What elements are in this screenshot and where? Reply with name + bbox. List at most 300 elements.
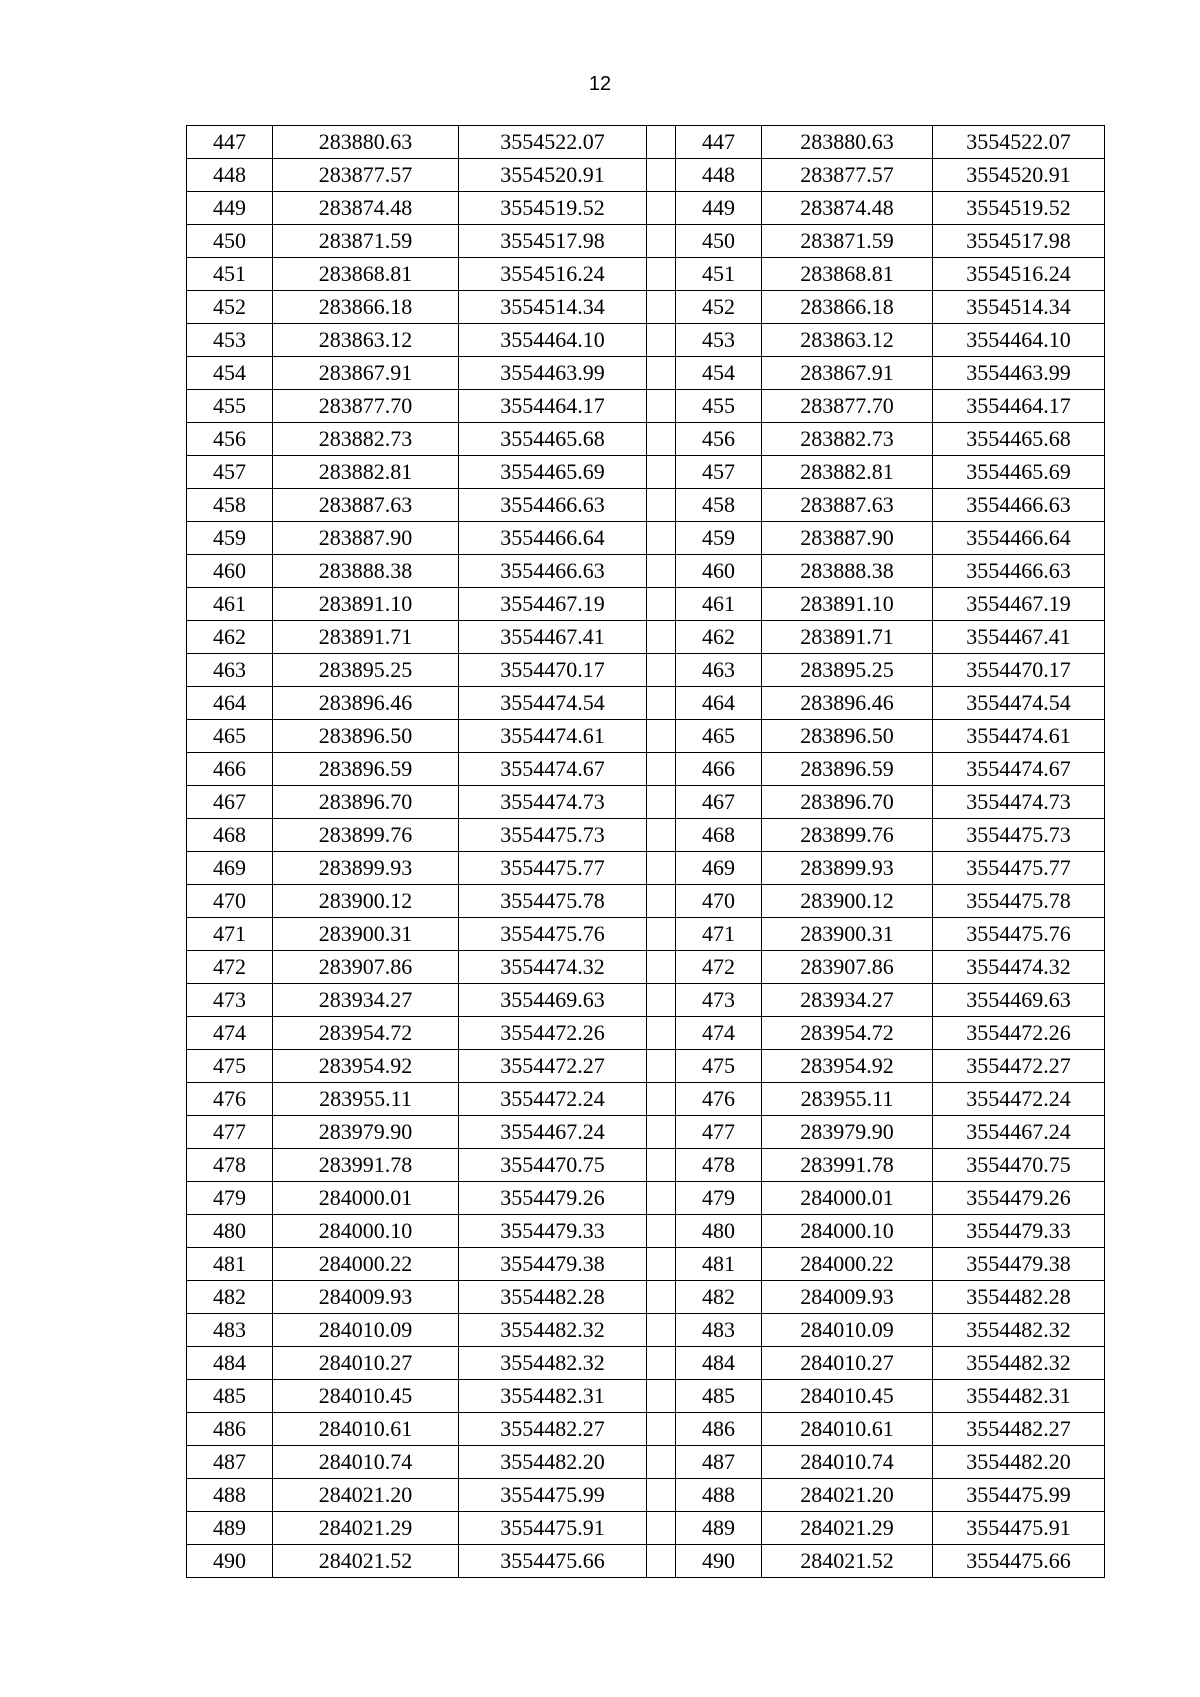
y-coordinate-right-cell: 3554475.66 bbox=[933, 1545, 1105, 1578]
x-coordinate-right-cell: 283880.63 bbox=[762, 126, 933, 159]
point-number-left-cell: 483 bbox=[187, 1314, 273, 1347]
x-coordinate-right-cell: 284010.61 bbox=[762, 1413, 933, 1446]
x-coordinate-left-cell: 284000.22 bbox=[273, 1248, 459, 1281]
spacer-cell bbox=[647, 555, 676, 588]
table-row bbox=[187, 819, 1105, 852]
point-number-right-cell: 456 bbox=[676, 423, 762, 456]
y-coordinate-right-cell: 3554474.61 bbox=[933, 720, 1105, 753]
x-coordinate-right-cell: 283955.11 bbox=[762, 1083, 933, 1116]
spacer-cell bbox=[647, 225, 676, 258]
x-coordinate-right-cell: 283882.81 bbox=[762, 456, 933, 489]
y-coordinate-left-cell: 3554475.76 bbox=[459, 918, 647, 951]
x-coordinate-left-cell: 283991.78 bbox=[273, 1149, 459, 1182]
point-number-right-cell: 471 bbox=[676, 918, 762, 951]
point-number-left-cell: 479 bbox=[187, 1182, 273, 1215]
table-row bbox=[187, 1314, 1105, 1347]
x-coordinate-right-cell: 283896.46 bbox=[762, 687, 933, 720]
y-coordinate-right-cell: 3554482.28 bbox=[933, 1281, 1105, 1314]
spacer-cell bbox=[647, 192, 676, 225]
x-coordinate-left-cell: 283882.81 bbox=[273, 456, 459, 489]
point-number-left-cell: 484 bbox=[187, 1347, 273, 1380]
table-row bbox=[187, 555, 1105, 588]
y-coordinate-left-cell: 3554474.67 bbox=[459, 753, 647, 786]
spacer-cell bbox=[647, 654, 676, 687]
y-coordinate-left-cell: 3554469.63 bbox=[459, 984, 647, 1017]
y-coordinate-right-cell: 3554475.73 bbox=[933, 819, 1105, 852]
table-row bbox=[187, 1116, 1105, 1149]
point-number-left-cell: 466 bbox=[187, 753, 273, 786]
spacer-cell bbox=[647, 1512, 676, 1545]
point-number-left-cell: 488 bbox=[187, 1479, 273, 1512]
y-coordinate-left-cell: 3554467.41 bbox=[459, 621, 647, 654]
x-coordinate-left-cell: 283934.27 bbox=[273, 984, 459, 1017]
x-coordinate-left-cell: 284021.29 bbox=[273, 1512, 459, 1545]
x-coordinate-left-cell: 283863.12 bbox=[273, 324, 459, 357]
x-coordinate-left-cell: 284000.10 bbox=[273, 1215, 459, 1248]
y-coordinate-right-cell: 3554479.38 bbox=[933, 1248, 1105, 1281]
point-number-left-cell: 462 bbox=[187, 621, 273, 654]
table-row bbox=[187, 423, 1105, 456]
point-number-left-cell: 452 bbox=[187, 291, 273, 324]
x-coordinate-right-cell: 283888.38 bbox=[762, 555, 933, 588]
table-row bbox=[187, 1083, 1105, 1116]
y-coordinate-right-cell: 3554466.64 bbox=[933, 522, 1105, 555]
x-coordinate-right-cell: 284021.52 bbox=[762, 1545, 933, 1578]
point-number-left-cell: 482 bbox=[187, 1281, 273, 1314]
y-coordinate-left-cell: 3554475.78 bbox=[459, 885, 647, 918]
point-number-right-cell: 472 bbox=[676, 951, 762, 984]
y-coordinate-right-cell: 3554522.07 bbox=[933, 126, 1105, 159]
x-coordinate-right-cell: 283954.92 bbox=[762, 1050, 933, 1083]
point-number-right-cell: 478 bbox=[676, 1149, 762, 1182]
point-number-right-cell: 481 bbox=[676, 1248, 762, 1281]
point-number-left-cell: 464 bbox=[187, 687, 273, 720]
spacer-cell bbox=[647, 753, 676, 786]
y-coordinate-right-cell: 3554482.27 bbox=[933, 1413, 1105, 1446]
y-coordinate-right-cell: 3554475.77 bbox=[933, 852, 1105, 885]
y-coordinate-left-cell: 3554482.28 bbox=[459, 1281, 647, 1314]
point-number-right-cell: 477 bbox=[676, 1116, 762, 1149]
point-number-left-cell: 470 bbox=[187, 885, 273, 918]
table-row bbox=[187, 126, 1105, 159]
x-coordinate-right-cell: 283874.48 bbox=[762, 192, 933, 225]
table-row bbox=[187, 1512, 1105, 1545]
x-coordinate-right-cell: 283979.90 bbox=[762, 1116, 933, 1149]
spacer-cell bbox=[647, 1545, 676, 1578]
table-row bbox=[187, 225, 1105, 258]
point-number-right-cell: 490 bbox=[676, 1545, 762, 1578]
point-number-left-cell: 485 bbox=[187, 1380, 273, 1413]
point-number-left-cell: 468 bbox=[187, 819, 273, 852]
x-coordinate-left-cell: 283900.12 bbox=[273, 885, 459, 918]
x-coordinate-right-cell: 284000.22 bbox=[762, 1248, 933, 1281]
x-coordinate-left-cell: 283888.38 bbox=[273, 555, 459, 588]
table-row bbox=[187, 159, 1105, 192]
x-coordinate-right-cell: 283896.59 bbox=[762, 753, 933, 786]
table-row bbox=[187, 1479, 1105, 1512]
table-row bbox=[187, 1281, 1105, 1314]
x-coordinate-left-cell: 283896.46 bbox=[273, 687, 459, 720]
x-coordinate-left-cell: 283899.93 bbox=[273, 852, 459, 885]
y-coordinate-left-cell: 3554467.19 bbox=[459, 588, 647, 621]
point-number-right-cell: 484 bbox=[676, 1347, 762, 1380]
spacer-cell bbox=[647, 423, 676, 456]
x-coordinate-right-cell: 284010.09 bbox=[762, 1314, 933, 1347]
y-coordinate-left-cell: 3554479.26 bbox=[459, 1182, 647, 1215]
point-number-right-cell: 460 bbox=[676, 555, 762, 588]
x-coordinate-left-cell: 284009.93 bbox=[273, 1281, 459, 1314]
table-row bbox=[187, 786, 1105, 819]
y-coordinate-left-cell: 3554474.73 bbox=[459, 786, 647, 819]
spacer-cell bbox=[647, 357, 676, 390]
point-number-left-cell: 453 bbox=[187, 324, 273, 357]
x-coordinate-right-cell: 284000.01 bbox=[762, 1182, 933, 1215]
point-number-right-cell: 451 bbox=[676, 258, 762, 291]
point-number-left-cell: 457 bbox=[187, 456, 273, 489]
y-coordinate-right-cell: 3554482.20 bbox=[933, 1446, 1105, 1479]
y-coordinate-left-cell: 3554465.69 bbox=[459, 456, 647, 489]
y-coordinate-left-cell: 3554474.54 bbox=[459, 687, 647, 720]
point-number-left-cell: 476 bbox=[187, 1083, 273, 1116]
y-coordinate-right-cell: 3554469.63 bbox=[933, 984, 1105, 1017]
x-coordinate-left-cell: 283891.71 bbox=[273, 621, 459, 654]
x-coordinate-left-cell: 283866.18 bbox=[273, 291, 459, 324]
x-coordinate-right-cell: 283899.93 bbox=[762, 852, 933, 885]
table-row bbox=[187, 291, 1105, 324]
spacer-cell bbox=[647, 1248, 676, 1281]
x-coordinate-right-cell: 283868.81 bbox=[762, 258, 933, 291]
y-coordinate-right-cell: 3554475.91 bbox=[933, 1512, 1105, 1545]
point-number-left-cell: 487 bbox=[187, 1446, 273, 1479]
y-coordinate-right-cell: 3554474.32 bbox=[933, 951, 1105, 984]
y-coordinate-left-cell: 3554520.91 bbox=[459, 159, 647, 192]
x-coordinate-right-cell: 284009.93 bbox=[762, 1281, 933, 1314]
point-number-left-cell: 486 bbox=[187, 1413, 273, 1446]
page-number: 12 bbox=[588, 73, 612, 95]
point-number-right-cell: 467 bbox=[676, 786, 762, 819]
point-number-left-cell: 471 bbox=[187, 918, 273, 951]
spacer-cell bbox=[647, 126, 676, 159]
y-coordinate-left-cell: 3554482.32 bbox=[459, 1314, 647, 1347]
x-coordinate-left-cell: 284010.09 bbox=[273, 1314, 459, 1347]
spacer-cell bbox=[647, 687, 676, 720]
y-coordinate-left-cell: 3554466.63 bbox=[459, 489, 647, 522]
y-coordinate-left-cell: 3554522.07 bbox=[459, 126, 647, 159]
x-coordinate-left-cell: 284000.01 bbox=[273, 1182, 459, 1215]
y-coordinate-left-cell: 3554516.24 bbox=[459, 258, 647, 291]
point-number-right-cell: 462 bbox=[676, 621, 762, 654]
spacer-cell bbox=[647, 1314, 676, 1347]
x-coordinate-left-cell: 283954.72 bbox=[273, 1017, 459, 1050]
y-coordinate-right-cell: 3554466.63 bbox=[933, 489, 1105, 522]
x-coordinate-left-cell: 284021.52 bbox=[273, 1545, 459, 1578]
table-row bbox=[187, 720, 1105, 753]
point-number-left-cell: 467 bbox=[187, 786, 273, 819]
y-coordinate-right-cell: 3554466.63 bbox=[933, 555, 1105, 588]
spacer-cell bbox=[647, 1116, 676, 1149]
spacer-cell bbox=[647, 291, 676, 324]
x-coordinate-left-cell: 284010.61 bbox=[273, 1413, 459, 1446]
table-row bbox=[187, 1149, 1105, 1182]
table-row bbox=[187, 918, 1105, 951]
table-row bbox=[187, 192, 1105, 225]
y-coordinate-left-cell: 3554465.68 bbox=[459, 423, 647, 456]
point-number-right-cell: 458 bbox=[676, 489, 762, 522]
y-coordinate-right-cell: 3554479.33 bbox=[933, 1215, 1105, 1248]
table-row bbox=[187, 1248, 1105, 1281]
table-row bbox=[187, 984, 1105, 1017]
point-number-right-cell: 479 bbox=[676, 1182, 762, 1215]
x-coordinate-left-cell: 283907.86 bbox=[273, 951, 459, 984]
spacer-cell bbox=[647, 1149, 676, 1182]
spacer-cell bbox=[647, 456, 676, 489]
y-coordinate-left-cell: 3554479.33 bbox=[459, 1215, 647, 1248]
spacer-cell bbox=[647, 786, 676, 819]
table-row bbox=[187, 324, 1105, 357]
x-coordinate-right-cell: 283900.12 bbox=[762, 885, 933, 918]
table-row bbox=[187, 588, 1105, 621]
x-coordinate-right-cell: 283891.10 bbox=[762, 588, 933, 621]
point-number-right-cell: 466 bbox=[676, 753, 762, 786]
y-coordinate-right-cell: 3554464.10 bbox=[933, 324, 1105, 357]
x-coordinate-left-cell: 284010.27 bbox=[273, 1347, 459, 1380]
table-row bbox=[187, 1380, 1105, 1413]
point-number-left-cell: 461 bbox=[187, 588, 273, 621]
y-coordinate-left-cell: 3554475.66 bbox=[459, 1545, 647, 1578]
x-coordinate-left-cell: 283899.76 bbox=[273, 819, 459, 852]
x-coordinate-right-cell: 283954.72 bbox=[762, 1017, 933, 1050]
y-coordinate-left-cell: 3554466.64 bbox=[459, 522, 647, 555]
spacer-cell bbox=[647, 1347, 676, 1380]
point-number-left-cell: 463 bbox=[187, 654, 273, 687]
point-number-right-cell: 463 bbox=[676, 654, 762, 687]
x-coordinate-right-cell: 284010.45 bbox=[762, 1380, 933, 1413]
spacer-cell bbox=[647, 1083, 676, 1116]
spacer-cell bbox=[647, 258, 676, 291]
table-row bbox=[187, 258, 1105, 291]
y-coordinate-right-cell: 3554465.69 bbox=[933, 456, 1105, 489]
y-coordinate-left-cell: 3554467.24 bbox=[459, 1116, 647, 1149]
point-number-left-cell: 447 bbox=[187, 126, 273, 159]
y-coordinate-right-cell: 3554472.26 bbox=[933, 1017, 1105, 1050]
x-coordinate-right-cell: 283907.86 bbox=[762, 951, 933, 984]
y-coordinate-right-cell: 3554472.27 bbox=[933, 1050, 1105, 1083]
y-coordinate-left-cell: 3554463.99 bbox=[459, 357, 647, 390]
spacer-cell bbox=[647, 819, 676, 852]
point-number-left-cell: 473 bbox=[187, 984, 273, 1017]
y-coordinate-left-cell: 3554472.27 bbox=[459, 1050, 647, 1083]
x-coordinate-left-cell: 283877.57 bbox=[273, 159, 459, 192]
x-coordinate-left-cell: 284021.20 bbox=[273, 1479, 459, 1512]
y-coordinate-right-cell: 3554472.24 bbox=[933, 1083, 1105, 1116]
table-row bbox=[187, 621, 1105, 654]
table-row bbox=[187, 1347, 1105, 1380]
y-coordinate-right-cell: 3554482.32 bbox=[933, 1314, 1105, 1347]
point-number-right-cell: 452 bbox=[676, 291, 762, 324]
table-row bbox=[187, 390, 1105, 423]
y-coordinate-left-cell: 3554475.77 bbox=[459, 852, 647, 885]
x-coordinate-left-cell: 283880.63 bbox=[273, 126, 459, 159]
spacer-cell bbox=[647, 522, 676, 555]
x-coordinate-left-cell: 283871.59 bbox=[273, 225, 459, 258]
x-coordinate-right-cell: 283863.12 bbox=[762, 324, 933, 357]
y-coordinate-left-cell: 3554519.52 bbox=[459, 192, 647, 225]
point-number-right-cell: 447 bbox=[676, 126, 762, 159]
y-coordinate-right-cell: 3554519.52 bbox=[933, 192, 1105, 225]
y-coordinate-right-cell: 3554474.54 bbox=[933, 687, 1105, 720]
y-coordinate-left-cell: 3554479.38 bbox=[459, 1248, 647, 1281]
table-row bbox=[187, 357, 1105, 390]
spacer-cell bbox=[647, 588, 676, 621]
y-coordinate-right-cell: 3554517.98 bbox=[933, 225, 1105, 258]
spacer-cell bbox=[647, 489, 676, 522]
spacer-cell bbox=[647, 1215, 676, 1248]
point-number-right-cell: 449 bbox=[676, 192, 762, 225]
table-row bbox=[187, 1050, 1105, 1083]
point-number-right-cell: 474 bbox=[676, 1017, 762, 1050]
point-number-left-cell: 478 bbox=[187, 1149, 273, 1182]
y-coordinate-right-cell: 3554467.41 bbox=[933, 621, 1105, 654]
x-coordinate-right-cell: 283866.18 bbox=[762, 291, 933, 324]
x-coordinate-left-cell: 283887.90 bbox=[273, 522, 459, 555]
point-number-left-cell: 489 bbox=[187, 1512, 273, 1545]
spacer-cell bbox=[647, 852, 676, 885]
x-coordinate-right-cell: 284000.10 bbox=[762, 1215, 933, 1248]
table-row bbox=[187, 951, 1105, 984]
table-row bbox=[187, 489, 1105, 522]
point-number-right-cell: 461 bbox=[676, 588, 762, 621]
x-coordinate-right-cell: 283900.31 bbox=[762, 918, 933, 951]
x-coordinate-right-cell: 283991.78 bbox=[762, 1149, 933, 1182]
spacer-cell bbox=[647, 951, 676, 984]
y-coordinate-left-cell: 3554475.99 bbox=[459, 1479, 647, 1512]
x-coordinate-right-cell: 284021.29 bbox=[762, 1512, 933, 1545]
y-coordinate-right-cell: 3554464.17 bbox=[933, 390, 1105, 423]
x-coordinate-left-cell: 283896.50 bbox=[273, 720, 459, 753]
x-coordinate-left-cell: 283895.25 bbox=[273, 654, 459, 687]
y-coordinate-left-cell: 3554482.20 bbox=[459, 1446, 647, 1479]
spacer-cell bbox=[647, 1479, 676, 1512]
x-coordinate-left-cell: 283979.90 bbox=[273, 1116, 459, 1149]
point-number-right-cell: 486 bbox=[676, 1413, 762, 1446]
spacer-cell bbox=[647, 1017, 676, 1050]
table-row bbox=[187, 1446, 1105, 1479]
point-number-right-cell: 483 bbox=[676, 1314, 762, 1347]
spacer-cell bbox=[647, 984, 676, 1017]
table-row bbox=[187, 1413, 1105, 1446]
spacer-cell bbox=[647, 159, 676, 192]
point-number-left-cell: 454 bbox=[187, 357, 273, 390]
y-coordinate-left-cell: 3554470.75 bbox=[459, 1149, 647, 1182]
spacer-cell bbox=[647, 918, 676, 951]
point-number-right-cell: 450 bbox=[676, 225, 762, 258]
y-coordinate-left-cell: 3554475.91 bbox=[459, 1512, 647, 1545]
y-coordinate-left-cell: 3554466.63 bbox=[459, 555, 647, 588]
x-coordinate-left-cell: 283868.81 bbox=[273, 258, 459, 291]
point-number-left-cell: 465 bbox=[187, 720, 273, 753]
spacer-cell bbox=[647, 621, 676, 654]
x-coordinate-right-cell: 283899.76 bbox=[762, 819, 933, 852]
point-number-right-cell: 470 bbox=[676, 885, 762, 918]
x-coordinate-right-cell: 284021.20 bbox=[762, 1479, 933, 1512]
y-coordinate-left-cell: 3554472.26 bbox=[459, 1017, 647, 1050]
point-number-left-cell: 474 bbox=[187, 1017, 273, 1050]
x-coordinate-left-cell: 283896.70 bbox=[273, 786, 459, 819]
x-coordinate-right-cell: 283882.73 bbox=[762, 423, 933, 456]
point-number-left-cell: 451 bbox=[187, 258, 273, 291]
y-coordinate-left-cell: 3554464.17 bbox=[459, 390, 647, 423]
x-coordinate-left-cell: 283867.91 bbox=[273, 357, 459, 390]
x-coordinate-right-cell: 283887.90 bbox=[762, 522, 933, 555]
y-coordinate-right-cell: 3554474.67 bbox=[933, 753, 1105, 786]
y-coordinate-left-cell: 3554517.98 bbox=[459, 225, 647, 258]
y-coordinate-right-cell: 3554482.32 bbox=[933, 1347, 1105, 1380]
y-coordinate-right-cell: 3554467.19 bbox=[933, 588, 1105, 621]
point-number-left-cell: 469 bbox=[187, 852, 273, 885]
y-coordinate-left-cell: 3554475.73 bbox=[459, 819, 647, 852]
spacer-cell bbox=[647, 885, 676, 918]
y-coordinate-left-cell: 3554472.24 bbox=[459, 1083, 647, 1116]
point-number-left-cell: 472 bbox=[187, 951, 273, 984]
point-number-left-cell: 450 bbox=[187, 225, 273, 258]
spacer-cell bbox=[647, 1281, 676, 1314]
y-coordinate-right-cell: 3554516.24 bbox=[933, 258, 1105, 291]
point-number-right-cell: 455 bbox=[676, 390, 762, 423]
table-row bbox=[187, 1545, 1105, 1578]
coordinate-table bbox=[186, 125, 1105, 1578]
x-coordinate-left-cell: 283877.70 bbox=[273, 390, 459, 423]
x-coordinate-right-cell: 283891.71 bbox=[762, 621, 933, 654]
x-coordinate-right-cell: 284010.74 bbox=[762, 1446, 933, 1479]
point-number-right-cell: 453 bbox=[676, 324, 762, 357]
x-coordinate-right-cell: 284010.27 bbox=[762, 1347, 933, 1380]
point-number-left-cell: 455 bbox=[187, 390, 273, 423]
point-number-left-cell: 448 bbox=[187, 159, 273, 192]
y-coordinate-left-cell: 3554482.31 bbox=[459, 1380, 647, 1413]
table-row bbox=[187, 753, 1105, 786]
point-number-right-cell: 454 bbox=[676, 357, 762, 390]
point-number-left-cell: 456 bbox=[187, 423, 273, 456]
spacer-cell bbox=[647, 1182, 676, 1215]
y-coordinate-left-cell: 3554474.32 bbox=[459, 951, 647, 984]
y-coordinate-right-cell: 3554514.34 bbox=[933, 291, 1105, 324]
x-coordinate-right-cell: 283895.25 bbox=[762, 654, 933, 687]
point-number-left-cell: 460 bbox=[187, 555, 273, 588]
y-coordinate-right-cell: 3554470.75 bbox=[933, 1149, 1105, 1182]
x-coordinate-left-cell: 283900.31 bbox=[273, 918, 459, 951]
point-number-right-cell: 488 bbox=[676, 1479, 762, 1512]
point-number-right-cell: 459 bbox=[676, 522, 762, 555]
y-coordinate-left-cell: 3554482.32 bbox=[459, 1347, 647, 1380]
y-coordinate-left-cell: 3554474.61 bbox=[459, 720, 647, 753]
y-coordinate-right-cell: 3554467.24 bbox=[933, 1116, 1105, 1149]
table-row bbox=[187, 885, 1105, 918]
x-coordinate-left-cell: 283887.63 bbox=[273, 489, 459, 522]
point-number-right-cell: 482 bbox=[676, 1281, 762, 1314]
table-row bbox=[187, 852, 1105, 885]
table-row bbox=[187, 1182, 1105, 1215]
y-coordinate-right-cell: 3554470.17 bbox=[933, 654, 1105, 687]
x-coordinate-left-cell: 284010.45 bbox=[273, 1380, 459, 1413]
x-coordinate-right-cell: 283877.57 bbox=[762, 159, 933, 192]
x-coordinate-right-cell: 283877.70 bbox=[762, 390, 933, 423]
point-number-right-cell: 468 bbox=[676, 819, 762, 852]
x-coordinate-left-cell: 283955.11 bbox=[273, 1083, 459, 1116]
y-coordinate-right-cell: 3554463.99 bbox=[933, 357, 1105, 390]
table-row bbox=[187, 456, 1105, 489]
point-number-left-cell: 449 bbox=[187, 192, 273, 225]
point-number-right-cell: 469 bbox=[676, 852, 762, 885]
